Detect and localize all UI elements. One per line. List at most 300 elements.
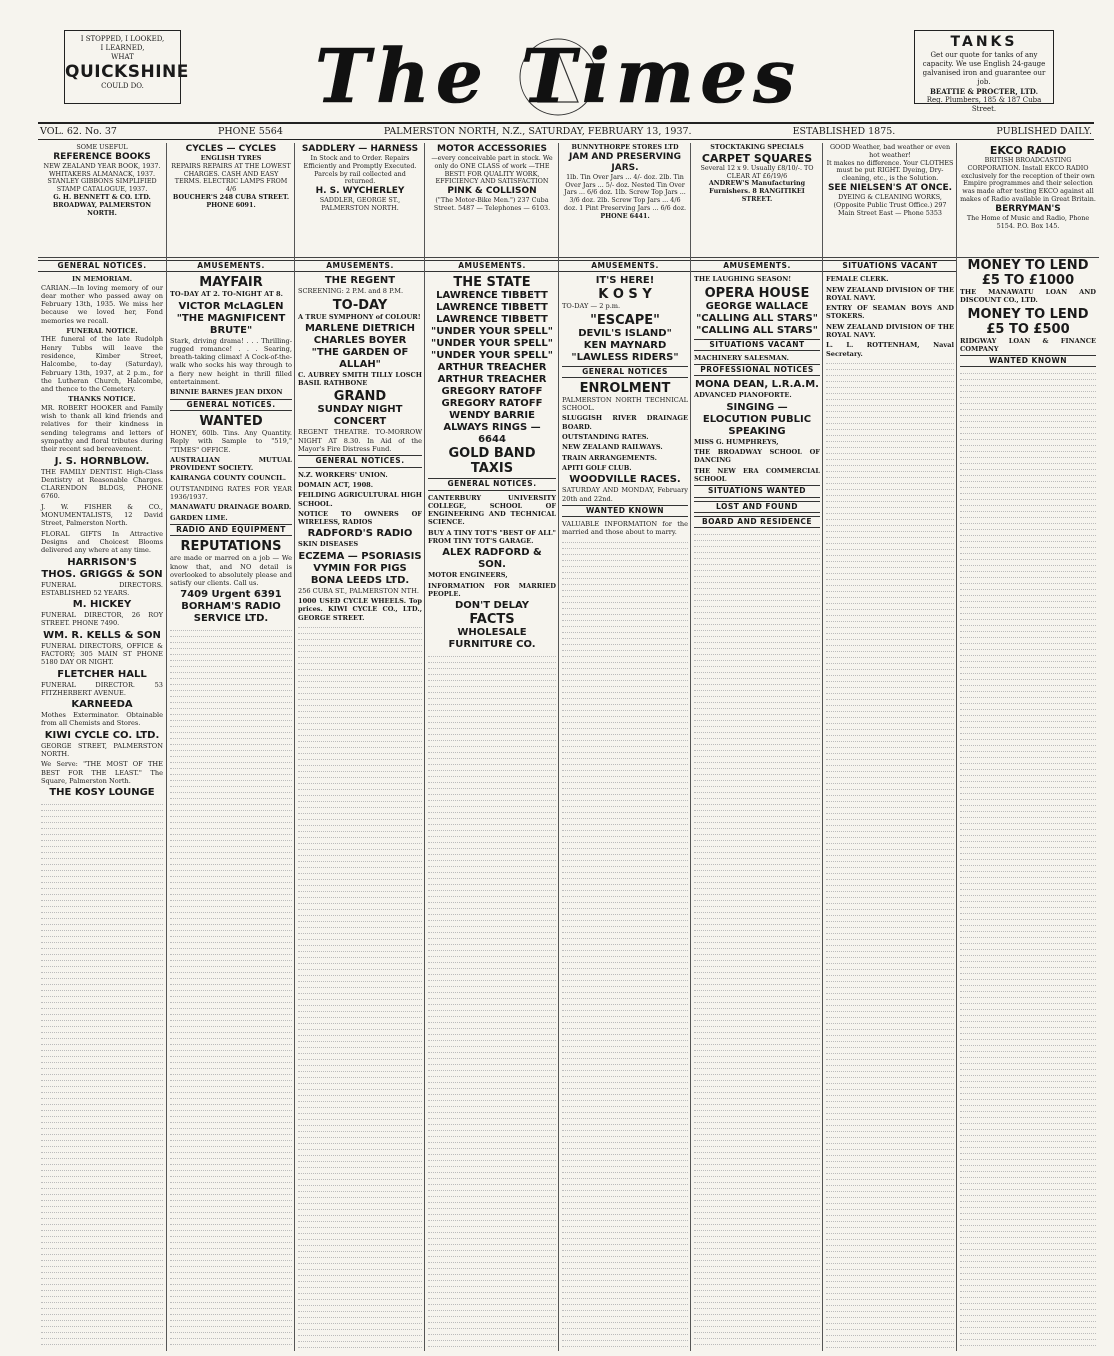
- text-line: [694, 1143, 820, 1147]
- text-line: [428, 965, 556, 969]
- text-line: [428, 683, 556, 687]
- text-line: [826, 864, 954, 868]
- text-line: [428, 1265, 556, 1269]
- text-line: [826, 780, 954, 784]
- text-line: [170, 1155, 292, 1159]
- text-line: [428, 719, 556, 723]
- text-line: [170, 1047, 292, 1051]
- text-line: [694, 645, 820, 649]
- text-line: [694, 1107, 820, 1111]
- text-line: [960, 646, 1096, 650]
- text-line: [170, 879, 292, 883]
- text-line: [170, 1017, 292, 1021]
- text-line: [960, 1312, 1096, 1316]
- ad-head: STOCKTAKING SPECIALS: [710, 143, 804, 151]
- text-line: [960, 1306, 1096, 1310]
- hickey: M. HICKEY: [72, 599, 132, 611]
- text-line: [960, 604, 1096, 608]
- text-line: [826, 1062, 954, 1066]
- text-line: [170, 1287, 292, 1291]
- text-line: [694, 807, 820, 811]
- text-line: [960, 1276, 1096, 1280]
- text-line: [170, 819, 292, 823]
- text-line: [694, 1185, 820, 1189]
- text-line: [41, 1077, 163, 1081]
- text-line: [170, 1023, 292, 1027]
- text-line: [562, 671, 688, 675]
- text-line: [960, 1102, 1096, 1106]
- text-line: [960, 394, 1096, 398]
- text-line: [41, 1047, 163, 1051]
- ad-foot: SADDLER, GEORGE ST., PALMERSTON NORTH.: [319, 196, 401, 212]
- text-line: [960, 670, 1096, 674]
- text-line: [826, 846, 954, 850]
- text-line: [298, 960, 422, 964]
- text-line: [826, 1014, 954, 1018]
- text-line: [694, 1263, 820, 1267]
- text-line: [960, 844, 1096, 848]
- text-line: [694, 1293, 820, 1297]
- text-line: [960, 628, 1096, 632]
- text-line: [170, 1125, 292, 1129]
- text-line: [960, 1300, 1096, 1304]
- text-line: [694, 1125, 820, 1129]
- text-line: [960, 1000, 1096, 1004]
- text-line: [428, 713, 556, 717]
- text-line: [170, 1275, 292, 1279]
- text-line: [826, 414, 954, 418]
- text-line: [960, 508, 1096, 512]
- text-line: [562, 665, 688, 669]
- text-line: [170, 867, 292, 871]
- text-line: [694, 1341, 820, 1345]
- text-line: [41, 1323, 163, 1327]
- text-line: [960, 1168, 1096, 1172]
- ad-title: CARPET SQUARES: [701, 151, 813, 165]
- text-line: [170, 1161, 292, 1165]
- text-line: [170, 681, 292, 685]
- text-line: [170, 705, 292, 709]
- text-line: [826, 1032, 954, 1036]
- text-line: [562, 1271, 688, 1275]
- text-line: [960, 880, 1096, 884]
- lawless-riders: "LAWLESS RIDERS": [571, 351, 679, 363]
- text-line: [562, 1301, 688, 1305]
- text-line: [562, 935, 688, 939]
- text-line: [826, 792, 954, 796]
- text-line: [960, 550, 1096, 554]
- text-line: [826, 1128, 954, 1132]
- text-line: [170, 1095, 292, 1099]
- text-line: [694, 603, 820, 607]
- text-line: [298, 624, 422, 628]
- text-line: [960, 1096, 1096, 1100]
- text-line: [960, 910, 1096, 914]
- text-line: [562, 1181, 688, 1185]
- text-line: [41, 1287, 163, 1291]
- text-line: [41, 1341, 163, 1345]
- text-line: [298, 1224, 422, 1228]
- quickshine-line-1: I STOPPED, I LOOKED,: [80, 35, 165, 43]
- text-line: [960, 850, 1096, 854]
- text-line: [298, 684, 422, 688]
- text-line: [694, 699, 820, 703]
- text-line: [694, 1137, 820, 1141]
- wholesale-furniture: WHOLESALE FURNITURE CO.: [448, 627, 536, 651]
- text-line: [41, 1041, 163, 1045]
- text-line: [826, 618, 954, 622]
- text-line: [298, 930, 422, 934]
- text-line: [170, 801, 292, 805]
- text-line: [298, 672, 422, 676]
- text-line: [298, 864, 422, 868]
- apiti-golf: APITI GOLF CLUB.: [562, 463, 632, 472]
- text-line: [694, 1281, 820, 1285]
- text-line: [428, 1247, 556, 1251]
- text-line: [826, 468, 954, 472]
- george-wallace: GEORGE WALLACE: [705, 300, 809, 312]
- text-line: [694, 1197, 820, 1201]
- outstanding-rates: OUTSTANDING RATES.: [562, 433, 649, 442]
- text-line: [826, 894, 954, 898]
- text-line: [428, 743, 556, 747]
- text-line: [826, 912, 954, 916]
- text-line: [298, 720, 422, 724]
- text-line: [826, 1332, 954, 1336]
- text-line: [428, 1121, 556, 1125]
- text-line: [298, 1044, 422, 1048]
- text-line: [960, 790, 1096, 794]
- text-line: [694, 573, 820, 577]
- text-line: [826, 516, 954, 520]
- text-line: [562, 773, 688, 777]
- tanks-heading: TANKS: [950, 34, 1018, 50]
- text-line: [826, 582, 954, 586]
- text-line: [562, 995, 688, 999]
- text-line: [170, 1131, 292, 1135]
- text-line: [298, 1026, 422, 1030]
- naval-secretary: L. L. ROTTENHAM, Naval Secretary.: [826, 341, 954, 358]
- text-line: [41, 801, 163, 805]
- text-line: [41, 867, 163, 871]
- text-line: [41, 1053, 163, 1057]
- text-line: [826, 690, 954, 694]
- text-line: [562, 1343, 688, 1347]
- text-line: [826, 1140, 954, 1144]
- tiny-tot: BUY A TINY TOT'S "BEST OF ALL" FROM TINY TOT'S GARAGE.: [428, 528, 556, 546]
- text-line: [694, 1227, 820, 1231]
- text-line: [41, 807, 163, 811]
- text-line: [826, 762, 954, 766]
- text-line: [428, 953, 556, 957]
- text-line: [428, 1061, 556, 1065]
- ad-head: BUNNYTHORPE STORES LTD: [571, 143, 679, 151]
- text-line: [826, 1224, 954, 1228]
- section-general-notices-2: GENERAL NOTICES.: [170, 399, 292, 411]
- text-line: [826, 810, 954, 814]
- text-line: [694, 1311, 820, 1315]
- text-line: [826, 546, 954, 550]
- text-line: [826, 738, 954, 742]
- text-line: [298, 744, 422, 748]
- text-line: [428, 1163, 556, 1167]
- treacher-2: ARTHUR TREACHER: [437, 374, 547, 386]
- section-amusements-4: AMUSEMENTS.: [559, 260, 691, 272]
- text-line: [562, 893, 688, 897]
- text-line: [826, 1110, 954, 1114]
- text-line: [170, 639, 292, 643]
- text-line: [41, 1269, 163, 1273]
- ekco-radio-ad: [957, 143, 1099, 258]
- text-line: [960, 1048, 1096, 1052]
- text-line: [298, 1236, 422, 1240]
- text-line: [694, 1257, 820, 1261]
- text-line: [960, 988, 1096, 992]
- text-line: [298, 846, 422, 850]
- text-line: [694, 579, 820, 583]
- text-line: [170, 1311, 292, 1315]
- woodville-sub: SATURDAY AND MONDAY, February 20th and 22nd.: [562, 486, 688, 503]
- spell-1: "UNDER YOUR SPELL": [430, 326, 554, 338]
- text-line: [298, 1050, 422, 1054]
- text-line: [960, 1318, 1096, 1322]
- text-line: [41, 945, 163, 949]
- text-line: [694, 1077, 820, 1081]
- text-line: [41, 1095, 163, 1099]
- barrie: WENDY BARRIE: [449, 410, 535, 422]
- text-line: [562, 1043, 688, 1047]
- text-line: [960, 862, 1096, 866]
- text-line: [694, 1299, 820, 1303]
- text-line: [562, 887, 688, 891]
- text-line: [298, 1170, 422, 1174]
- text-line: [562, 833, 688, 837]
- concert-sub: REGENT THEATRE. TO-MORROW NIGHT AT 8.30. In Aid of the Mayor's Fire Distress Fund.: [298, 428, 422, 454]
- text-line: [960, 994, 1096, 998]
- text-line: [826, 918, 954, 922]
- text-line: [960, 1234, 1096, 1238]
- text-line: [694, 1155, 820, 1159]
- text-line: [428, 857, 556, 861]
- text-line: [826, 528, 954, 532]
- tanks-firm: BEATTIE & PROCTER, LTD.: [929, 87, 1039, 96]
- text-line: [562, 965, 688, 969]
- text-line: [694, 1203, 820, 1207]
- text-line: [562, 911, 688, 915]
- text-line: [960, 1282, 1096, 1286]
- text-line: [960, 616, 1096, 620]
- kairanga: KAIRANGA COUNTY COUNCIL.: [170, 474, 287, 483]
- text-line: [562, 713, 688, 717]
- text-line: [960, 514, 1096, 518]
- text-line: [960, 538, 1096, 542]
- text-line: [41, 885, 163, 889]
- reference-books-ad: [38, 143, 166, 258]
- text-line: [41, 891, 163, 895]
- memoriam-head: IN MEMORIAM.: [71, 275, 133, 284]
- text-line: [826, 666, 954, 670]
- text-line: [826, 576, 954, 580]
- text-line: [694, 639, 820, 643]
- text-line: [694, 1041, 820, 1045]
- text-line: [826, 924, 954, 928]
- text-line: [41, 819, 163, 823]
- text-line: [826, 654, 954, 658]
- text-line: [826, 648, 954, 652]
- text-line: [170, 1335, 292, 1339]
- text-line: [826, 1302, 954, 1306]
- column-4: [424, 143, 559, 1351]
- woodville-races: WOODVILLE RACES.: [569, 474, 681, 486]
- text-line: [694, 657, 820, 661]
- text-line: [428, 935, 556, 939]
- ad-body: It makes no difference. Your CLOTHES must be put RIGHT. Dyeing, Dry-cleaning, etc., is the Solution.: [826, 158, 954, 183]
- text-line: [428, 767, 556, 771]
- text-line: [170, 927, 292, 931]
- money-range: £5 TO £1000: [981, 273, 1075, 288]
- text-line: [694, 549, 820, 553]
- text-line: [960, 592, 1096, 596]
- quickshine-ad: [64, 30, 189, 104]
- nielsens-ad: [823, 143, 957, 258]
- text-line: [826, 642, 954, 646]
- text-line: [960, 1162, 1096, 1166]
- text-line: [960, 958, 1096, 962]
- text-line: [826, 1068, 954, 1072]
- text-line: [41, 903, 163, 907]
- text-line: [826, 378, 954, 382]
- text-line: [298, 1260, 422, 1264]
- text-line: [562, 767, 688, 771]
- text-line: [694, 765, 820, 769]
- text-line: [170, 789, 292, 793]
- text-line: [170, 795, 292, 799]
- text-line: [826, 1116, 954, 1120]
- text-line: [170, 1029, 292, 1033]
- text-line: [562, 941, 688, 945]
- skin-diseases: SKIN DISEASES: [298, 540, 359, 549]
- ad-head: EKCO RADIO: [989, 144, 1067, 157]
- text-line: [826, 744, 954, 748]
- text-line: [298, 822, 422, 826]
- section-lost-found: LOST AND FOUND: [694, 501, 820, 513]
- text-line: [170, 963, 292, 967]
- text-line: [298, 1032, 422, 1036]
- text-line: [826, 624, 954, 628]
- text-line: [562, 1121, 688, 1125]
- text-line: [298, 894, 422, 898]
- text-line: [826, 1308, 954, 1312]
- text-line: [694, 1119, 820, 1123]
- regent-times: SCREENING: 2 P.M. and 8 P.M.: [298, 287, 404, 296]
- text-line: [562, 845, 688, 849]
- text-line: [170, 783, 292, 787]
- text-line: [960, 820, 1096, 824]
- text-line: [41, 1233, 163, 1237]
- text-line: [562, 1079, 688, 1083]
- text-line: [826, 1152, 954, 1156]
- text-line: [170, 1005, 292, 1009]
- text-line: [694, 1305, 820, 1309]
- text-line: [562, 1289, 688, 1293]
- text-line: [41, 1011, 163, 1015]
- text-line: [694, 1167, 820, 1171]
- text-line: [694, 1029, 820, 1033]
- text-line: [826, 372, 954, 376]
- text-line: [562, 1025, 688, 1029]
- text-line: [41, 1245, 163, 1249]
- text-line: [694, 1065, 820, 1069]
- text-line: [826, 876, 954, 880]
- text-line: [826, 1248, 954, 1252]
- text-line: [562, 1049, 688, 1053]
- mclaglen: VICTOR McLAGLEN: [178, 300, 284, 312]
- text-line: [41, 1257, 163, 1261]
- text-line: [960, 424, 1096, 428]
- text-line: [170, 825, 292, 829]
- broadway-school: THE BROADWAY SCHOOL OF DANCING: [694, 448, 820, 465]
- text-line: [960, 598, 1096, 602]
- text-line: [428, 1259, 556, 1263]
- enrolment-sub: PALMERSTON NORTH TECHNICAL SCHOOL.: [562, 395, 688, 413]
- text-line: [170, 1011, 292, 1015]
- text-line: [826, 798, 954, 802]
- text-line: [428, 917, 556, 921]
- text-line: [41, 1017, 163, 1021]
- text-line: [562, 1265, 688, 1269]
- text-line: [562, 605, 688, 609]
- text-line: [694, 993, 820, 997]
- text-line: [826, 930, 954, 934]
- text-line: [960, 922, 1096, 926]
- text-line: [41, 1029, 163, 1033]
- text-line: [41, 1209, 163, 1213]
- text-line: [170, 765, 292, 769]
- text-line: [826, 450, 954, 454]
- text-line: [170, 1263, 292, 1267]
- text-line: [694, 627, 820, 631]
- text-line: [960, 622, 1096, 626]
- text-line: [694, 555, 820, 559]
- text-line: [428, 1289, 556, 1293]
- text-line: [826, 756, 954, 760]
- text-line: [298, 1128, 422, 1132]
- text-line: [826, 708, 954, 712]
- text-line: [170, 1281, 292, 1285]
- text-line: [562, 899, 688, 903]
- text-line: [428, 989, 556, 993]
- text-line: [170, 1035, 292, 1039]
- text-line: [960, 610, 1096, 614]
- ridgway: RIDGWAY LOAN & FINANCE COMPANY: [960, 336, 1096, 353]
- text-line: [170, 915, 292, 919]
- text-line: [298, 1200, 422, 1204]
- text-line: [170, 1323, 292, 1327]
- text-line: [298, 966, 422, 970]
- text-line: [170, 669, 292, 673]
- text-line: [298, 1122, 422, 1126]
- text-line: [960, 1264, 1096, 1268]
- text-line: [960, 574, 1096, 578]
- text-line: [960, 544, 1096, 548]
- text-line: [826, 828, 954, 832]
- text-line: [41, 1305, 163, 1309]
- ad-foot: The Home of Music and Radio, Phone 5154. P.O. Box 145.: [966, 213, 1090, 230]
- text-line: [562, 971, 688, 975]
- text-line: [826, 900, 954, 904]
- text-line: [826, 672, 954, 676]
- text-line: [960, 802, 1096, 806]
